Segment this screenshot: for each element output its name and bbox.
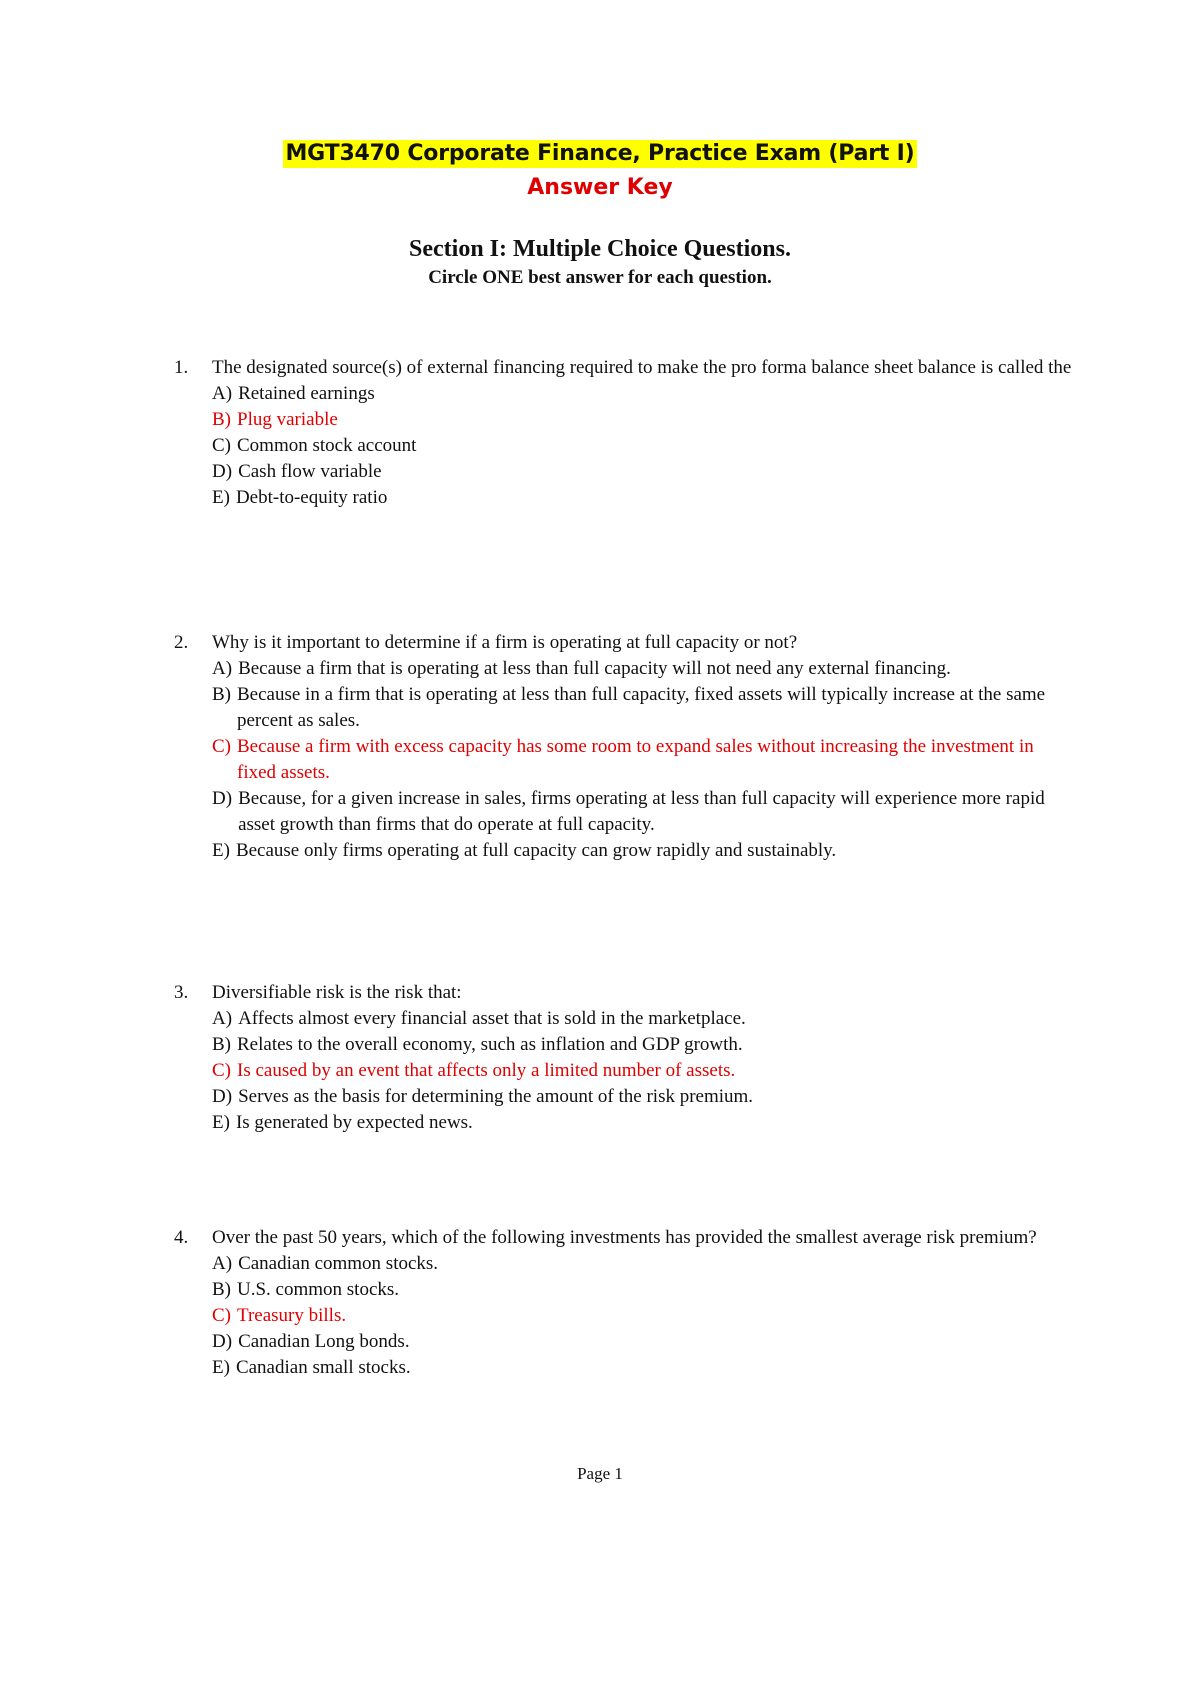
option-letter: E) [212, 487, 230, 508]
question-stem: Over the past 50 years, which of the following investments has provided the smallest average risk premium? [212, 1227, 1037, 1248]
option-text: Cash flow variable [238, 461, 382, 482]
option-letter: D) [212, 1086, 233, 1107]
section-instruction: Circle ONE best answer for each question. [428, 267, 772, 288]
option-d [212, 1084, 1074, 1110]
option-text: Plug variable [237, 409, 338, 430]
answer-key-label: Answer Key [527, 175, 673, 200]
option-text: Because a firm with excess capacity has some room to expand sales without increasing the investment in fixed assets. [237, 736, 1034, 783]
option-a [212, 381, 1074, 407]
question-4 [174, 1225, 1074, 1381]
option-letter: D) [212, 788, 233, 809]
option-letter: B) [212, 1034, 231, 1055]
option-text: Affects almost every financial asset that is sold in the marketplace. [238, 1008, 746, 1029]
option-letter: D) [212, 1331, 233, 1352]
option-letter: C) [212, 435, 231, 456]
option-text: Because, for a given increase in sales, firms operating at less than full capacity will experience more rapid asset growth than firms that do operate at full capacity. [238, 788, 1045, 835]
option-letter: B) [212, 1279, 231, 1300]
option-text: Because only firms operating at full capacity can grow rapidly and sustainably. [235, 840, 837, 861]
option-letter: E) [212, 1357, 230, 1378]
option-e [212, 485, 1074, 511]
question-number: 2. [174, 632, 189, 653]
option-text: U.S. common stocks. [237, 1279, 400, 1300]
option-letter: C) [212, 1305, 231, 1326]
option-c [212, 433, 1074, 459]
option-letter: B) [212, 409, 231, 430]
option-letter: A) [212, 658, 233, 679]
option-text: Relates to the overall economy, such as inflation and GDP growth. [237, 1034, 743, 1055]
option-text: Treasury bills. [237, 1305, 347, 1326]
exam-title: MGT3470 Corporate Finance, Practice Exam (Part I) [285, 141, 915, 166]
option-b [212, 682, 1074, 734]
option-text: Canadian small stocks. [235, 1357, 411, 1378]
option-d [212, 459, 1074, 485]
option-a [212, 656, 1074, 682]
option-e [212, 1355, 1074, 1381]
option-b [212, 1032, 1074, 1058]
option-text: Serves as the basis for determining the amount of the risk premium. [238, 1086, 754, 1107]
question-2 [174, 630, 1074, 864]
question-stem: The designated source(s) of external financing required to make the pro forma balance sheet balance is called the [212, 357, 1072, 378]
option-letter: B) [212, 684, 231, 705]
option-text: Retained earnings [238, 383, 375, 404]
option-letter: C) [212, 736, 231, 757]
option-letter: D) [212, 461, 233, 482]
question-number: 1. [174, 357, 189, 378]
question-number: 3. [174, 982, 189, 1003]
option-letter: A) [212, 383, 233, 404]
option-text: Canadian common stocks. [238, 1253, 439, 1274]
option-b [212, 1277, 1074, 1303]
option-text: Is caused by an event that affects only a limited number of assets. [237, 1060, 736, 1081]
option-text: Is generated by expected news. [235, 1112, 473, 1133]
option-text: Common stock account [237, 435, 417, 456]
section-title: Section I: Multiple Choice Questions. [409, 236, 791, 262]
page-number: Page 1 [577, 1464, 623, 1483]
option-a [212, 1006, 1074, 1032]
question-stem: Diversifiable risk is the risk that: [212, 982, 462, 1003]
option-letter: C) [212, 1060, 231, 1081]
option-letter: E) [212, 1112, 230, 1133]
option-d [212, 786, 1074, 838]
option-text: Canadian Long bonds. [238, 1331, 410, 1352]
option-b-correct [212, 407, 1074, 433]
option-text: Because in a firm that is operating at less than full capacity, fixed assets will typically increase at the same percent as sales. [237, 684, 1046, 731]
option-c-correct [212, 1058, 1074, 1084]
option-letter: A) [212, 1008, 233, 1029]
question-3 [174, 980, 1074, 1136]
option-a [212, 1251, 1074, 1277]
question-1 [174, 355, 1074, 511]
question-stem: Why is it important to determine if a firm is operating at full capacity or not? [212, 632, 798, 653]
option-c-correct [212, 1303, 1074, 1329]
question-number: 4. [174, 1227, 189, 1248]
option-d [212, 1329, 1074, 1355]
option-c-correct [212, 734, 1074, 786]
option-e [212, 1110, 1074, 1136]
option-letter: E) [212, 840, 230, 861]
option-letter: A) [212, 1253, 233, 1274]
option-text: Debt-to-equity ratio [235, 487, 388, 508]
title-block [0, 140, 1200, 290]
option-text: Because a firm that is operating at less than full capacity will not need any external financing. [238, 658, 951, 679]
option-e [212, 838, 1074, 864]
